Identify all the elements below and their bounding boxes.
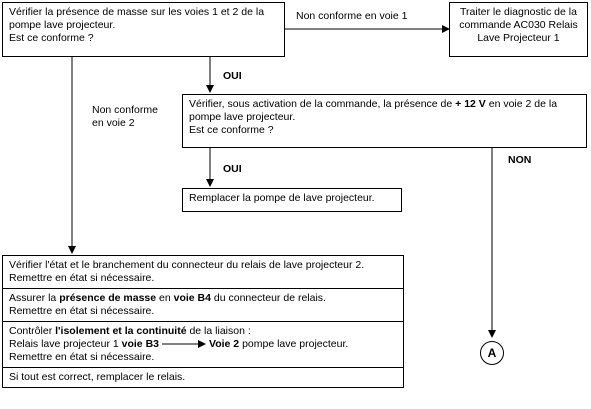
- treat-diagnostic-box: Traiter le diagnostic de la commande AC030 Relais Lave Projecteur 1: [449, 2, 588, 57]
- row3-text-1: Contrôler: [9, 325, 56, 337]
- check-12v-voltage: + 12 V: [455, 98, 486, 110]
- relay-check-row-3: [3, 322, 403, 368]
- check-ground-box: Vérifier la présence de masse sur les voies 1 et 2 de la pompe lave projecteur. Est ce conforme ?: [2, 2, 285, 57]
- inline-arrow-icon: [162, 340, 206, 348]
- check-12v-box: [182, 94, 587, 148]
- row3-to-bold: Voie 2: [209, 338, 240, 350]
- relay-check-row-1: Vérifier l'état et le branchement du connecteur du relais de lave projecteur 2. Remettre en état si nécessaire.: [3, 256, 403, 289]
- row3-to-plain: pompe lave projecteur.: [239, 338, 349, 350]
- check-12v-question: Est ce conforme ?: [189, 124, 274, 136]
- row2-bold-2: voie B4: [173, 292, 211, 304]
- label-non: NON: [508, 154, 532, 166]
- row2-bold-1: présence de masse: [59, 292, 157, 304]
- check-12v-text-after: en voie 2 de la pompe lave projecteur.: [189, 98, 558, 123]
- replace-pump-box: Remplacer la pompe de lave projecteur.: [182, 188, 402, 212]
- row2-text-2: en: [156, 292, 174, 304]
- row3-text-2: de la liaison :: [186, 325, 251, 337]
- relay-checks-box: [2, 255, 404, 388]
- row3-from-bold: voie B3: [121, 338, 159, 350]
- relay-check-row-2: [3, 289, 403, 322]
- row2-text-1: Assurer la: [9, 292, 60, 304]
- check-12v-text-before: Vérifier, sous activation de la commande, la présence de: [189, 98, 456, 110]
- label-oui-1: OUI: [223, 70, 242, 82]
- row2-text-3: du connecteur de relais.: [210, 292, 326, 304]
- row3-from-plain: Relais lave projecteur 1: [9, 338, 122, 350]
- label-nonconforme-voie1: Non conforme en voie 1: [296, 10, 408, 22]
- connector-a-circle: A: [480, 341, 504, 365]
- row2-line-2: Remettre en état si nécessaire.: [9, 305, 155, 317]
- row3-bold-1: l'isolement et la continuité: [55, 325, 187, 337]
- label-nonconforme-voie2: Non conforme en voie 2: [92, 104, 158, 129]
- row3-line-3: Remettre en état si nécessaire.: [9, 351, 155, 363]
- label-oui-2: OUI: [223, 163, 242, 175]
- relay-check-row-4: Si tout est correct, remplacer le relais.: [9, 371, 186, 383]
